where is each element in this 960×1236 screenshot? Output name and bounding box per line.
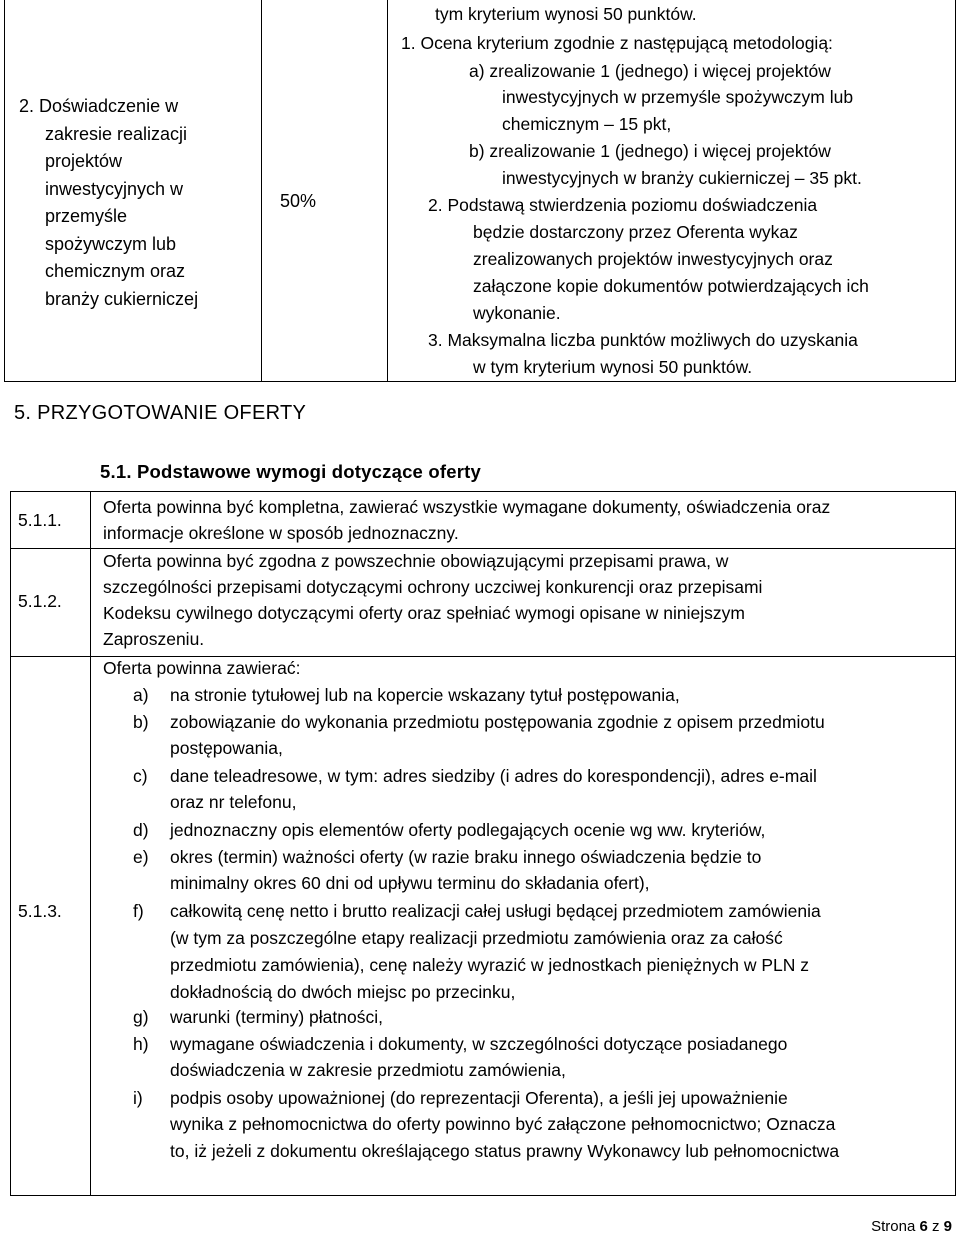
- pager-current: 6: [919, 1218, 928, 1235]
- list-item-text: dokładnością do dwóch miejsc po przecinku,: [170, 982, 516, 1002]
- criterion-name-line: inwestycyjnych w: [45, 178, 184, 199]
- grid-line: [90, 491, 91, 1195]
- criterion-description-line: 1. Ocena kryterium zgodnie z następującą metodologią:: [401, 33, 833, 53]
- list-item-label: g): [133, 1007, 149, 1027]
- criterion-description-line: będzie dostarczony przez Oferenta wykaz: [473, 222, 798, 242]
- criterion-description-line: inwestycyjnych w przemyśle spożywczym lub: [502, 87, 854, 107]
- criterion-description-line: 2. Podstawą stwierdzenia poziomu doświadczenia: [428, 195, 818, 215]
- criterion-description-line: zrealizowanych projektów inwestycyjnych oraz: [473, 249, 833, 269]
- grid-line: [10, 491, 956, 492]
- row-text-line: szczególności przepisami dotyczącymi ochrony uczciwej konkurencji oraz przepisami: [103, 577, 763, 597]
- list-item-text: warunki (terminy) płatności,: [170, 1007, 383, 1027]
- table-divider: [387, 0, 388, 381]
- row-text-line: informacje określone w sposób jednoznaczny.: [103, 523, 459, 543]
- list-item-text: doświadczenia w zakresie przedmiotu zamówienia,: [170, 1060, 566, 1080]
- criterion-description-line: b) zrealizowanie 1 (jednego) i więcej projektów: [469, 141, 831, 161]
- criterion-name-line: chemicznym oraz: [45, 261, 186, 281]
- criterion-description-line: załączone kopie dokumentów potwierdzających ich: [473, 276, 869, 296]
- criterion-name-line: spożywczym lub: [45, 233, 177, 254]
- list-item-label: i): [133, 1088, 143, 1108]
- list-item-label: c): [133, 766, 148, 786]
- grid-line: [955, 491, 956, 1195]
- row-text-line: Oferta powinna być zgodna z powszechnie obowiązującymi przepisami prawa, w: [103, 551, 729, 571]
- list-item-text: dane teleadresowe, w tym: adres siedziby (i adres do korespondencji), adres e-mail: [170, 766, 817, 786]
- row-text-line: Kodeksu cywilnego dotyczącymi oferty oraz spełniać wymogi opisane w niniejszym: [103, 603, 745, 623]
- list-item-text: oraz nr telefonu,: [170, 792, 297, 812]
- criterion-description-line: 3. Maksymalna liczba punktów możliwych do uzyskania: [428, 330, 858, 350]
- list-item-text: wymagane oświadczenia i dokumenty, w szczególności dotyczące posiadanego: [170, 1034, 788, 1054]
- row-number: 5.1.2.: [18, 591, 62, 611]
- row-text-line: Zaproszeniu.: [103, 629, 205, 649]
- list-item-label: e): [133, 847, 149, 867]
- criteria-table: [4, 0, 956, 382]
- subsection-heading: 5.1. Podstawowe wymogi dotyczące oferty: [100, 461, 481, 482]
- criterion-description-line: wykonanie.: [473, 303, 561, 323]
- row-intro: Oferta powinna zawierać:: [103, 658, 301, 678]
- criterion-description-line: w tym kryterium wynosi 50 punktów.: [473, 357, 753, 377]
- list-item-text: to, iż jeżeli z dokumentu określającego status prawny Wykonawcy lub pełnomocnictwa: [170, 1141, 840, 1161]
- list-item-text: minimalny okres 60 dni od upływu terminu do składania ofert),: [170, 873, 650, 893]
- criterion-description-line: chemicznym – 15 pkt,: [502, 114, 672, 134]
- list-item-text: na stronie tytułowej lub na kopercie wskazany tytuł postępowania,: [170, 685, 680, 705]
- list-item-text: (w tym za poszczególne etapy realizacji przedmiotu zamówienia oraz za całość: [170, 928, 783, 948]
- section-heading: 5. PRZYGOTOWANIE OFERTY: [14, 402, 307, 424]
- list-item-text: jednoznaczny opis elementów oferty podlegających ocenie wg ww. kryteriów,: [170, 820, 766, 840]
- list-item-label: f): [133, 901, 144, 921]
- grid-line: [10, 491, 11, 1195]
- footer-rule: [10, 1195, 956, 1196]
- list-item-text: podpis osoby upoważnionej (do reprezentacji Oferenta), a jeśli jej upoważnienie: [170, 1088, 788, 1108]
- list-item-text: postępowania,: [170, 738, 283, 758]
- list-item-label: b): [133, 712, 149, 732]
- pager-total: 9: [943, 1218, 952, 1235]
- criterion-description-line: tym kryterium wynosi 50 punktów.: [435, 4, 697, 24]
- pager-separator: z: [931, 1218, 940, 1235]
- row-text-line: Oferta powinna być kompletna, zawierać wszystkie wymagane dokumenty, oświadczenia oraz: [103, 497, 831, 517]
- row-number: 5.1.1.: [18, 510, 62, 530]
- criterion-description-line: inwestycyjnych w branży cukierniczej – 35 pkt.: [502, 168, 862, 188]
- page-counter: [871, 1218, 952, 1235]
- row-number: 5.1.3.: [18, 901, 62, 921]
- list-item-label: d): [133, 820, 149, 840]
- pager-label: Strona: [871, 1218, 916, 1235]
- criterion-name-line: branży cukierniczej: [45, 288, 199, 309]
- list-item-text: wynika z pełnomocnictwa do oferty powinno być załączone pełnomocnictwo; Oznacza: [170, 1114, 836, 1134]
- list-item-label: a): [133, 685, 149, 705]
- criterion-name-line: projektów: [45, 151, 123, 171]
- list-item-text: całkowitą cenę netto i brutto realizacji całej usługi będącej przedmiotem zamówienia: [170, 901, 821, 921]
- list-item-text: przedmiotu zamówienia), cenę należy wyrazić w jednostkach pieniężnych w PLN z: [170, 955, 810, 975]
- criterion-name-line: 2. Doświadczenie w: [19, 96, 179, 116]
- criterion-weight: 50%: [280, 191, 317, 211]
- table-divider: [261, 0, 262, 381]
- criterion-name-line: zakresie realizacji: [45, 123, 188, 144]
- criterion-name: [19, 93, 229, 313]
- list-item-text: okres (termin) ważności oferty (w razie braku innego oświadczenia będzie to: [170, 847, 762, 867]
- list-item-label: h): [133, 1034, 149, 1054]
- list-item-text: zobowiązanie do wykonania przedmiotu postępowania zgodnie z opisem przedmiotu: [170, 712, 825, 732]
- criterion-description-line: a) zrealizowanie 1 (jednego) i więcej projektów: [469, 61, 831, 81]
- criterion-name-line: przemyśle: [45, 206, 128, 226]
